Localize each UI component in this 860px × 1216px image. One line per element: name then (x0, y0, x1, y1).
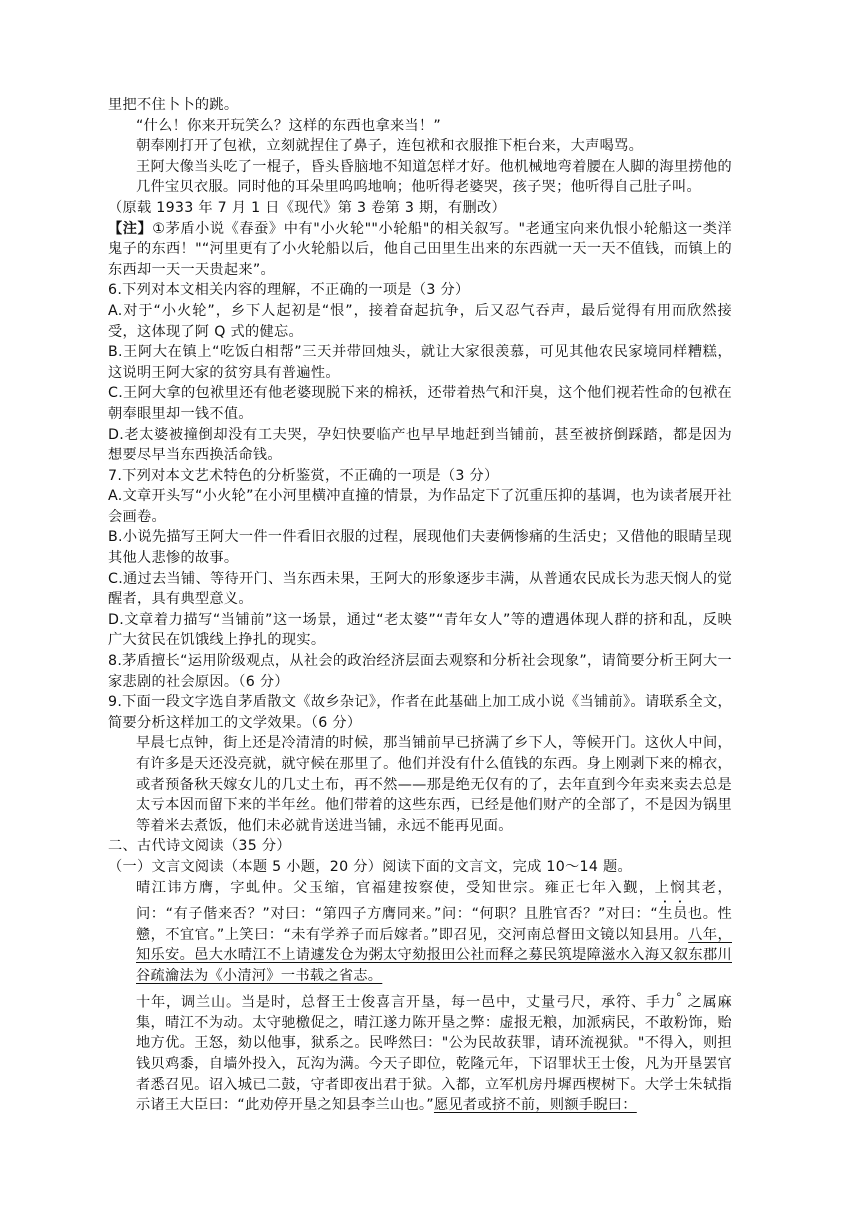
question-7-option-a: A.文章开头写“小火轮”在小河里横冲直撞的情景，为作品定下了沉重压抑的基调，也为读者展开社会画卷。 (108, 488, 732, 525)
classical-paragraph-2 (108, 987, 732, 1116)
question-6-option-d: D.老太婆被撞倒却没有工夫哭，孕妇快要临产也早早地赶到当铺前，甚至被挤倒踩踏，都是因为想要尽早当东西换活命钱。 (108, 426, 732, 464)
story-dialogue: “什么！你来开玩笑么？这样的东西也拿来当！” (136, 117, 442, 134)
question-8: 8.茅盾擅长“运用阶级观点，从社会的政治经济层面去观察和分析社会现象”，请简要分析王阿大一家悲剧的社会原因。（6 分） (108, 653, 732, 690)
question-6-stem: 6.下列对本文相关内容的理解，不正确的一项是（3 分） (108, 282, 470, 299)
classical-text: 晴江讳方膺，字虬仲。父玉缩，官福建按察使，受知世宗。雍正七年入觐，上悯其老，问：“有子偕来否？”对曰：“第四子方膺同来。”问：“何职？且胜官否？”对曰：“ (136, 879, 732, 923)
note-text: ①茅盾小说《春蚕》中有"小火轮""小轮船"的相关叙写。"老通宝向来仇恨小轮船这一类洋鬼子的东西！"“河里更有了小火轮船以后，他自己田里生出来的东西就一天一天不值钱，而镇上的东西却一天一天贵起来”。 (108, 220, 732, 278)
story-paragraph: 王阿大像当头吃了一棍子，昏头昏脑地不知道怎样才好。他机械地弯着腰在人脚的海里捞他的几件宝贝衣服。同时他的耳朵里呜呜地响；他听得老婆哭，孩子哭；他听得自己肚子叫。 (136, 158, 732, 196)
question-9-passage: 早晨七点钟，街上还是冷清清的时候，那当铺前早已挤满了乡下人，等候开门。这伙人中间，有许多是天还没亮就，就守候在那里了。他们并没有什么值钱的东西。身上刚剥下来的棉衣，或者预备秋天嫁女儿的几丈土布，再不然——那是绝无仅有的了，去年直到今年卖来卖去总是太亏本因而留下来的半年丝。他们带着的这些东西，已经是他们财产的全部了，不是因为锅里等着米去煮饭，他们未必就肯送进当铺，永远不能再见面。 (136, 735, 732, 834)
footnote (108, 219, 732, 281)
footnote-marker: ° (675, 989, 683, 1004)
section-heading: 二、古代诗文阅读（35 分） (108, 838, 291, 855)
classical-text: 也。性戆，不宜官。”上笑曰：“未有学养子而后嫁者。”即召见，交河南总督田文镜以知县用。 (136, 906, 732, 943)
classical-paragraph-1 (108, 878, 732, 987)
subsection-heading: （一）文言文阅读（本题 5 小题，20 分）阅读下面的文言文，完成 10～14 题。 (108, 858, 632, 875)
underlined-sentence: 八年，知乐安。邑大水晴江不上请遽发仓为粥太守劾报田公社而释之募民筑堤障滋水入海又叙东郡川谷疏瀹法为《小清河》一书载之省志。 (136, 926, 732, 984)
source-citation: （原载 1933 年 7 月 1 日《现代》第 3 卷第 3 期，有删改） (108, 199, 506, 216)
question-7-stem: 7.下列对本文艺术特色的分析鉴赏，不正确的一项是（3 分） (108, 467, 499, 484)
story-line: 里把不住卜卜的跳。 (108, 97, 239, 113)
story-paragraph: 朝奉刚打开了包袱，立刻就捏住了鼻子，连包袱和衣服推下柜台来，大声喝骂。 (136, 138, 644, 155)
question-9-stem: 9.下面一段文字选自茅盾散文《故乡杂记》，作者在此基础上加工成小说《当铺前》。请联系全文，简要分析这样加工的文学效果。（6 分） (108, 694, 732, 731)
note-label: 【注】 (108, 220, 153, 237)
classical-text: 之属麻集，晴江不为动。太守驰檄促之，晴江遂力陈开垦之弊：虚报无粮，加派病民，不敢粉饰，贻地方优。王怒，劾以他事，狱系之。民哗然曰："公为民故获罪，请环流视狱。"不得入，则担钱贝鸡黍，自墙外投入，瓦沟为满。今天子即位，乾隆元年，下诏罪状王士俊，凡为开垦罢官者悉召见。诏入城已二鼓，守者即夜出君于狱。入都，立军机房丹墀西楔树下。大学士朱轼指示诸王大臣曰：“此劝停开垦之知县李兰山也。” (136, 994, 732, 1114)
underlined-sentence: 愿见者或挤不前，则额手睨曰： (433, 1097, 637, 1114)
classical-text: 十年，调兰山。当是时，总督王士俊喜言开垦，每一邑中，丈量弓尺，承符、手力 (136, 994, 676, 1011)
question-7-option-c: C.通过去当铺、等待开门、当东西未果，王阿大的形象逐步丰满，从普通农民成长为悲天悯人的觉醒者，具有典型意义。 (108, 570, 732, 608)
dotted-term: 生员 (657, 906, 688, 923)
question-6-option-a: A.对于“小火轮”，乡下人起初是“恨”，接着奋起抗争，后又忍气吞声，最后觉得有用而欣然接受，这体现了阿 Q 式的健忘。 (108, 302, 732, 340)
question-7-option-d: D.文章着力描写“当铺前”这一场景，通过“老太婆”“青年女人”等的遭遇体现人群的挤和乱，反映广大贫民在饥饿线上挣扎的现实。 (108, 611, 732, 649)
question-6-option-c: C.王阿大拿的包袱里还有他老婆现脱下来的棉袄，还带着热气和汗臭，这个他们视若性命的包袱在朝奉眼里却一钱不值。 (108, 385, 732, 422)
question-7-option-b: B.小说先描写王阿大一件一件看旧衣服的过程，展现他们夫妻俩惨痛的生活史；又借他的眼睛呈现其他人悲惨的故事。 (108, 529, 732, 567)
question-6-option-b: B.王阿大在镇上“吃饭白相帮”三天并带回烛头，就让大家很羡慕，可见其他农民家境同样糟糕，这说明王阿大家的贫穷具有普遍性。 (108, 344, 732, 381)
